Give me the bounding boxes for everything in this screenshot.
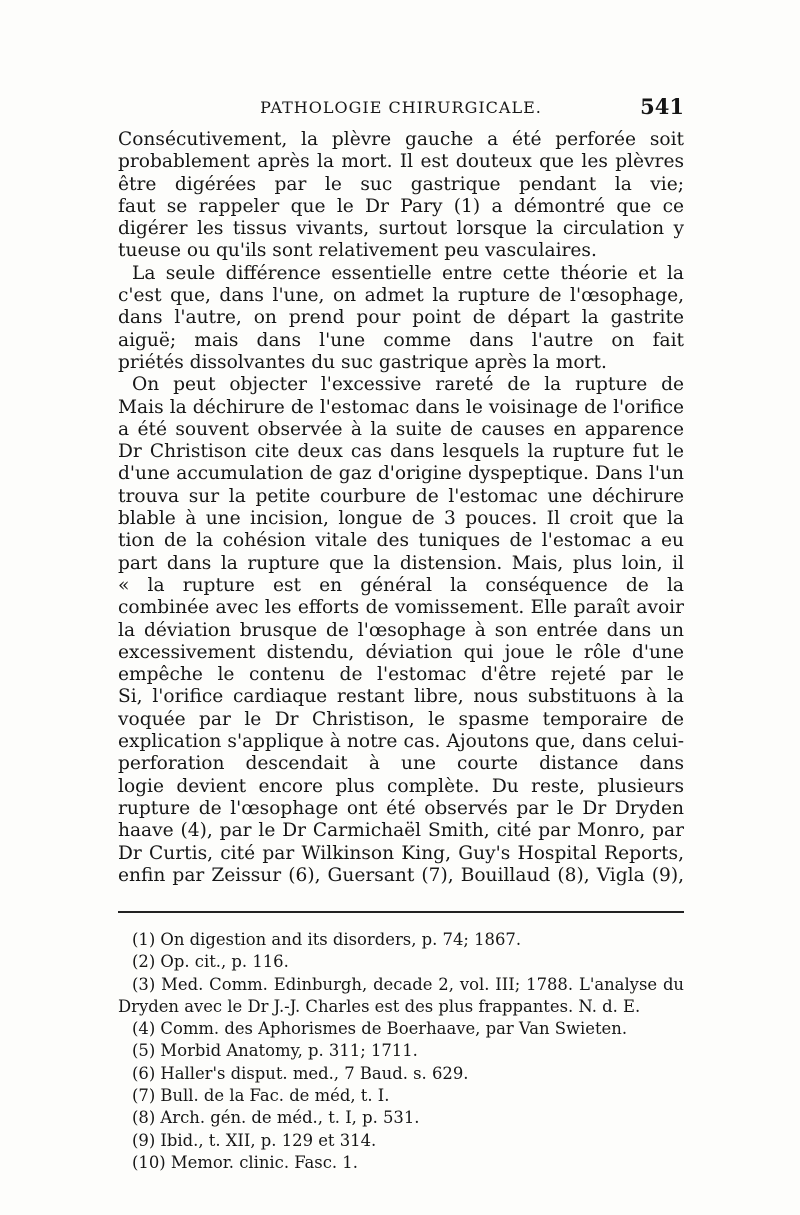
footnotes [118,929,684,1174]
footnote: (4) Comm. des Aphorismes de Boerhaave, par Van Swieten. [132,1019,628,1039]
text-line: trouva sur la petite courbure de l'estomac une déchirure [118,485,684,507]
text-line: la déviation brusque de l'œsophage à son entrée dans un [118,619,684,641]
text-line: Mais la déchirure de l'estomac dans le voisinage de l'orifice [118,396,684,418]
footnote: (2) Op. cit., p. 116. [132,952,289,972]
text-line: empêche le contenu de l'estomac d'être rejeté par le [118,664,684,686]
text-line: c'est que, dans l'une, on admet la rupture de l'œsophage, [118,285,684,307]
footnote: (10) Memor. clinic. Fasc. 1. [132,1152,358,1172]
text-line: rupture de l'œsophage ont été observés par le Dr Dryden [118,797,684,819]
text-line: Dr Curtis, cité par Wilkinson King, Guy's Hospital Reports, [118,842,684,864]
text-line: digérer les tissus vivants, surtout lorsque la circulation y [118,218,684,240]
text-line: On peut objecter l'excessive rareté de la rupture de [132,374,684,396]
text-line: dans l'autre, on prend pour point de départ la gastrite [118,307,684,329]
text-line: « la rupture est en général la conséquence de la [118,574,684,596]
footnote: (5) Morbid Anatomy, p. 311; 1711. [132,1041,418,1061]
text-line: perforation descendait à une courte distance dans [118,753,684,775]
text-line: blable à une incision, longue de 3 pouces. Il croit que la [118,508,684,530]
footnote: (7) Bull. de la Fac. de méd, t. I. [132,1086,390,1106]
text-line: d'une accumulation de gaz d'origine dyspeptique. Dans l'un [118,463,684,485]
footnote: (8) Arch. gén. de méd., t. I, p. 531. [132,1108,420,1128]
text-line: priétés dissolvantes du suc gastrique après la mort. [118,351,607,373]
text-line: explication s'applique à notre cas. Ajoutons que, dans celui- [118,731,684,753]
text-line: faut se rappeler que le Dr Pary (1) a démontré que ce [118,195,684,217]
text-line: logie devient encore plus complète. Du reste, plusieurs [118,775,684,797]
text-line: combinée avec les efforts de vomissement. Elle paraît avoir [118,597,684,619]
text-line: a été souvent observée à la suite de causes en apparence [118,418,684,440]
text-line: part dans la rupture que la distension. Mais, plus loin, il [118,552,684,574]
text-line: tueuse ou qu'ils sont relativement peu vasculaires. [118,240,597,262]
text-line: Dr Christison cite deux cas dans lesquels la rupture fut le [118,441,684,463]
text-line: enfin par Zeissur (6), Guersant (7), Bouillaud (8), Vigla (9), [118,864,684,886]
footnote: (1) On digestion and its disorders, p. 74; 1867. [132,930,522,949]
text-line: probablement après la mort. Il est douteux que les plèvres [118,151,684,173]
text-line: La seule différence essentielle entre cette théorie et la [132,262,684,284]
text-line: tion de la cohésion vitale des tuniques de l'estomac a eu [118,530,684,552]
page-number: 541 [640,94,684,119]
text-line: voquée par le Dr Christison, le spasme temporaire de [118,708,684,730]
running-title: PATHOLOGIE CHIRURGICALE. [260,98,542,117]
text-line: haave (4), par le Dr Carmichaël Smith, cité par Monro, par [118,820,684,842]
footnote-divider [118,911,684,913]
text-line: Consécutivement, la plèvre gauche a été perforée soit [118,129,684,150]
footnote: (3) Med. Comm. Edinburgh, decade 2, vol. III; 1788. L'analyse du [132,974,684,994]
footnote-continuation: Dryden avec le Dr J.-J. Charles est des plus frappantes. N. d. E. [118,996,641,1016]
text-line: aiguë; mais dans l'une comme dans l'autre on fait [118,329,684,351]
text-line: Si, l'orifice cardiaque restant libre, nous substituons à la [118,686,684,708]
footnote: (6) Haller's disput. med., 7 Baud. s. 629. [132,1063,469,1083]
footnote: (9) Ibid., t. XII, p. 129 et 314. [132,1130,377,1150]
text-line: excessivement distendu, déviation qui joue le rôle d'une [118,641,684,663]
text-line: être digérées par le suc gastrique pendant la vie; [118,173,684,195]
body-text [118,129,684,887]
page-header [118,96,684,122]
